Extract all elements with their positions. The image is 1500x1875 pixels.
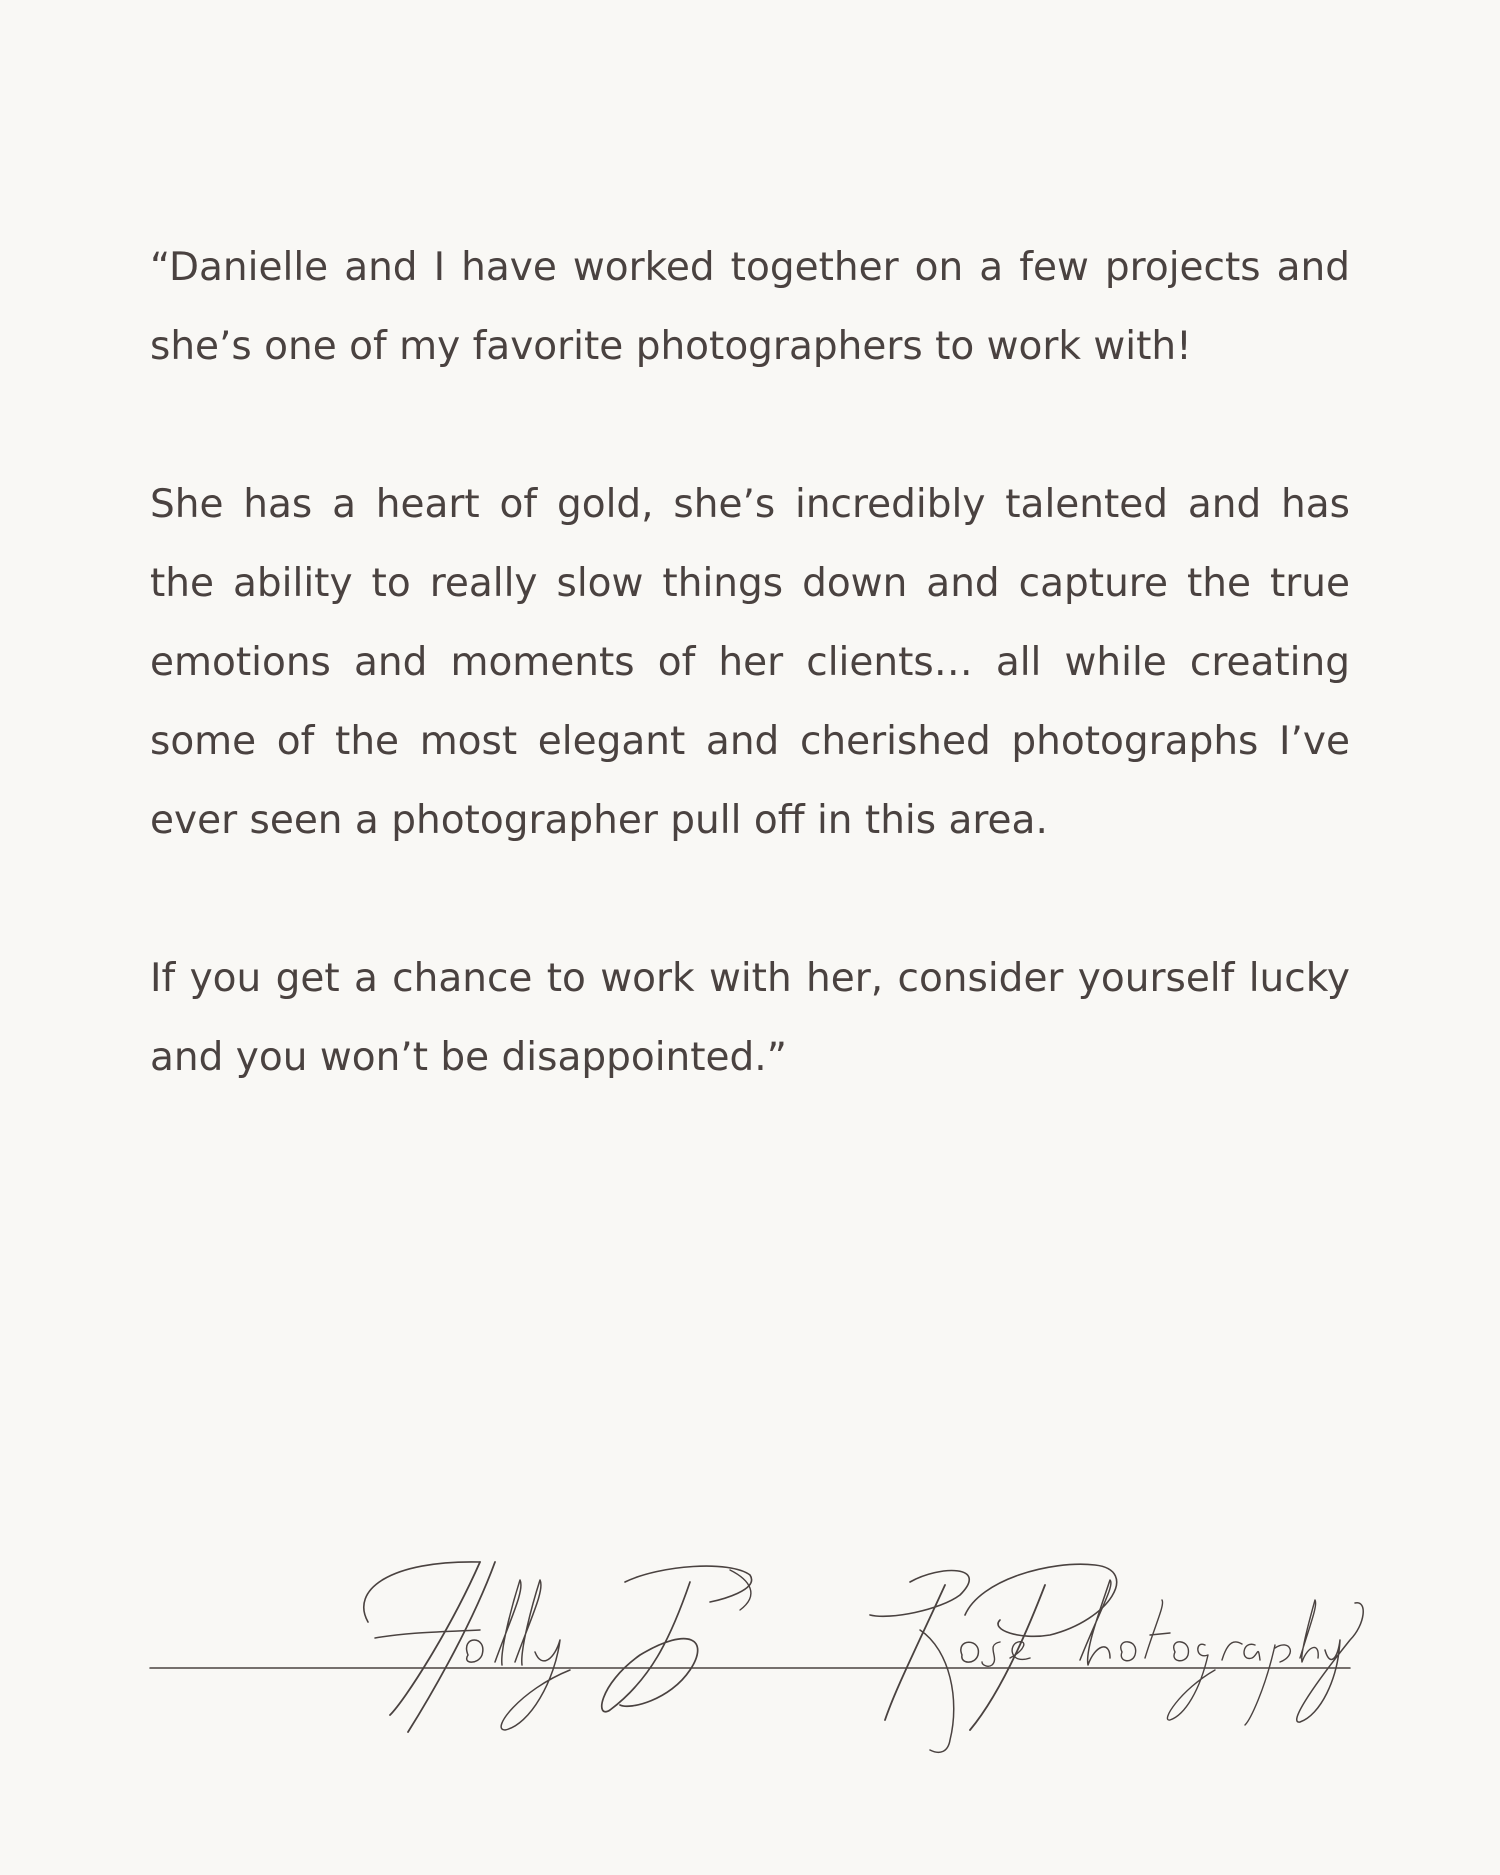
testimonial-quote: [150, 228, 1350, 1176]
testimonial-paragraph-1: “Danielle and I have worked together on a few projects and she’s one of my favorite photographers to work with!: [150, 245, 1350, 369]
signature-logo: [150, 1540, 1350, 1770]
testimonial-paragraph-2: She has a heart of gold, she’s incredibly talented and has the ability to really slow things down and capture the true emotions and moments of her clients… all while creating some of the most elegant and cherished photographs I’ve ever seen a photographer pull off in this area.: [150, 482, 1350, 843]
testimonial-paragraph-3: If you get a chance to work with her, consider yourself lucky and you won’t be disappointed.”: [150, 956, 1350, 1080]
signature: [150, 1540, 1350, 1770]
